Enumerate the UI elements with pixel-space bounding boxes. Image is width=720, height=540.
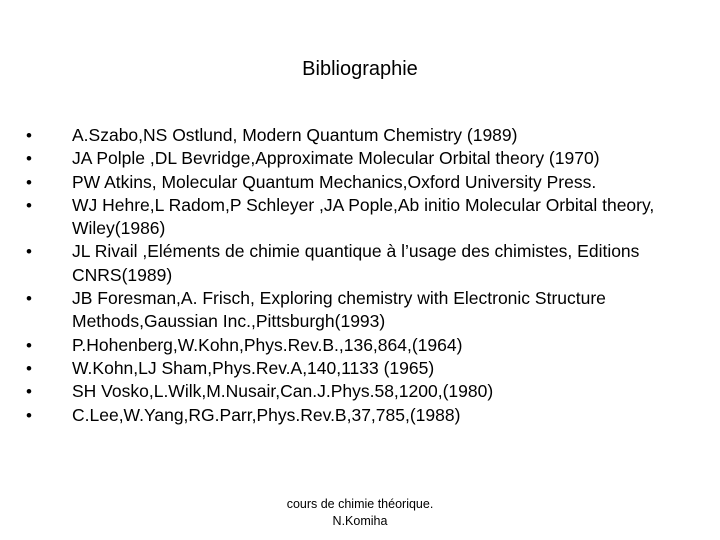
bullet-icon: • xyxy=(26,289,32,309)
reference-text: JL Rivail ,Eléments de chimie quantique à l’usage des chimistes, Editions CNRS(1989) xyxy=(72,241,640,285)
reference-text: PW Atkins, Molecular Quantum Mechanics,Oxford University Press. xyxy=(72,171,597,192)
list-item xyxy=(26,124,716,147)
list-item xyxy=(26,334,716,357)
bullet-icon: • xyxy=(26,382,32,402)
list-item xyxy=(26,380,716,403)
reference-text: JA Polple ,DL Bevridge,Approximate Molecular Orbital theory (1970) xyxy=(72,148,600,169)
list-item xyxy=(26,147,716,170)
list-item xyxy=(26,240,716,287)
bullet-icon: • xyxy=(26,242,32,262)
bullet-icon: • xyxy=(26,358,32,378)
list-item xyxy=(26,194,716,241)
bullet-icon: • xyxy=(26,405,32,425)
reference-text: JB Foresman,A. Frisch, Exploring chemistry with Electronic Structure Methods,Gaussian Inc.,Pittsburgh(1993) xyxy=(72,288,606,332)
reference-text: A.Szabo,NS Ostlund, Modern Quantum Chemistry (1989) xyxy=(72,125,518,145)
bibliography-list xyxy=(26,124,716,427)
bullet-icon: • xyxy=(26,126,32,145)
list-item xyxy=(26,404,716,427)
reference-text: W.Kohn,LJ Sham,Phys.Rev.A,140,1133 (1965) xyxy=(72,357,435,378)
list-item xyxy=(26,171,716,194)
page-title: Bibliographie xyxy=(302,58,418,80)
bullet-icon: • xyxy=(26,172,32,192)
bullet-icon: • xyxy=(26,195,32,215)
list-item xyxy=(26,357,716,380)
reference-text: P.Hohenberg,W.Kohn,Phys.Rev.B.,136,864,(1964) xyxy=(72,334,463,355)
footer-course: cours de chimie théorique. xyxy=(286,497,434,511)
reference-text: WJ Hehre,L Radom,P Schleyer ,JA Pople,Ab initio Molecular Orbital theory, Wiley(1986) xyxy=(72,194,655,239)
reference-text: C.Lee,W.Yang,RG.Parr,Phys.Rev.B,37,785,(1988) xyxy=(72,404,461,425)
footer-author: N.Komiha xyxy=(332,514,388,528)
list-item xyxy=(26,287,716,334)
bullet-icon: • xyxy=(26,335,32,355)
reference-text: SH Vosko,L.Wilk,M.Nusair,Can.J.Phys.58,1200,(1980) xyxy=(72,381,494,402)
bullet-icon: • xyxy=(26,149,32,169)
slide-footer xyxy=(0,496,720,530)
